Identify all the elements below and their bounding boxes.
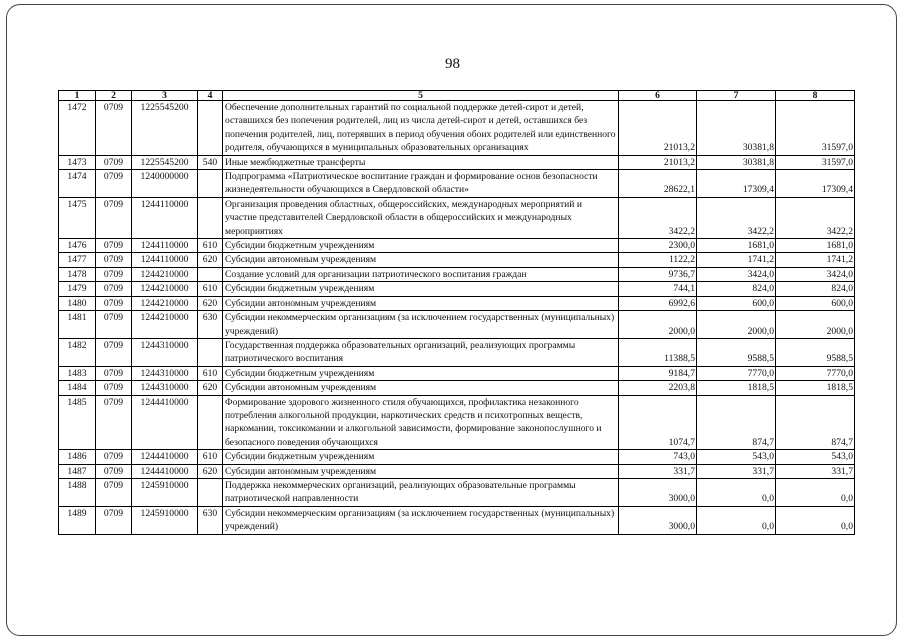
expense-type-cell: 620 [198, 296, 223, 310]
expense-type-cell: 630 [198, 311, 223, 339]
table-row [59, 239, 855, 253]
row-number-cell: 1489 [59, 506, 96, 534]
table-row [59, 311, 855, 339]
table-row [59, 170, 855, 198]
section-code-cell: 0709 [96, 253, 132, 267]
amount-cell: 0,0 [776, 478, 855, 506]
expense-type-cell: 620 [198, 253, 223, 267]
table-row [59, 197, 855, 238]
item-name-cell: Субсидии бюджетным учреждениям [223, 450, 619, 464]
amount-cell: 7770,0 [776, 366, 855, 380]
expense-type-cell [198, 101, 223, 156]
amount-cell: 28622,1 [619, 170, 697, 198]
target-article-cell: 1244210000 [132, 311, 198, 339]
section-code-cell: 0709 [96, 155, 132, 169]
section-code-cell: 0709 [96, 239, 132, 253]
target-article-cell: 1244210000 [132, 296, 198, 310]
item-name-cell: Организация проведения областных, общероссийских, международных мероприятий и участие представителей Свердловской области в общероссийских и международных мероприятиях [223, 197, 619, 238]
table-row [59, 366, 855, 380]
target-article-cell: 1244210000 [132, 282, 198, 296]
target-article-cell: 1244410000 [132, 464, 198, 478]
expense-type-cell: 620 [198, 464, 223, 478]
section-code-cell: 0709 [96, 296, 132, 310]
target-article-cell: 1244310000 [132, 366, 198, 380]
item-name-cell: Поддержка некоммерческих организаций, реализующих образовательные программы патриотической направленности [223, 478, 619, 506]
item-name-cell: Субсидии бюджетным учреждениям [223, 366, 619, 380]
amount-cell: 31597,0 [776, 155, 855, 169]
row-number-cell: 1479 [59, 282, 96, 296]
expense-type-cell [198, 197, 223, 238]
target-article-cell: 1244110000 [132, 239, 198, 253]
target-article-cell: 1245910000 [132, 478, 198, 506]
expense-type-cell: 610 [198, 366, 223, 380]
amount-cell: 1741,2 [776, 253, 855, 267]
item-name-cell: Субсидии некоммерческим организациям (за исключением государственных (муниципальных) учреждений) [223, 506, 619, 534]
column-header: 4 [198, 91, 223, 101]
section-code-cell: 0709 [96, 311, 132, 339]
table-row [59, 296, 855, 310]
target-article-cell: 1240000000 [132, 170, 198, 198]
amount-cell: 21013,2 [619, 101, 697, 156]
amount-cell: 543,0 [697, 450, 776, 464]
amount-cell: 1681,0 [776, 239, 855, 253]
table-row [59, 155, 855, 169]
amount-cell: 331,7 [619, 464, 697, 478]
item-name-cell: Обеспечение дополнительных гарантий по социальной поддержке детей-сирот и детей, оставшихся без попечения родителей, лиц из числа детей-сирот и детей, оставшихся без попечения родителей, лиц, потерявших в период обучения обоих родителей или единственного родителя, обучающихся в муниципальных образовательных организациях [223, 101, 619, 156]
table-row [59, 464, 855, 478]
amount-cell: 17309,4 [697, 170, 776, 198]
amount-cell: 3422,2 [776, 197, 855, 238]
amount-cell: 0,0 [776, 506, 855, 534]
row-number-cell: 1484 [59, 381, 96, 395]
table-row [59, 101, 855, 156]
column-header: 7 [697, 91, 776, 101]
amount-cell: 9588,5 [776, 338, 855, 366]
column-header: 1 [59, 91, 96, 101]
amount-cell: 0,0 [697, 478, 776, 506]
target-article-cell: 1244110000 [132, 197, 198, 238]
amount-cell: 21013,2 [619, 155, 697, 169]
item-name-cell: Создание условий для организации патриотического воспитания граждан [223, 267, 619, 281]
amount-cell: 2000,0 [697, 311, 776, 339]
amount-cell: 2000,0 [776, 311, 855, 339]
amount-cell: 744,1 [619, 282, 697, 296]
budget-table [58, 90, 855, 535]
amount-cell: 11388,5 [619, 338, 697, 366]
item-name-cell: Формирование здорового жизненного стиля обучающихся, профилактика незаконного потребления алкогольной продукции, наркотических средств и психотропных веществ, наркомании, токсикомании и алкогольной зависимости, формирование законопослушного и безопасного поведения обучающихся [223, 395, 619, 450]
expense-type-cell: 630 [198, 506, 223, 534]
table-row [59, 478, 855, 506]
row-number-cell: 1486 [59, 450, 96, 464]
page-number: 98 [445, 56, 460, 72]
amount-cell: 600,0 [776, 296, 855, 310]
amount-cell: 1074,7 [619, 395, 697, 450]
target-article-cell: 1245910000 [132, 506, 198, 534]
expense-type-cell [198, 395, 223, 450]
amount-cell: 30381,8 [697, 101, 776, 156]
amount-cell: 1818,5 [776, 381, 855, 395]
section-code-cell: 0709 [96, 170, 132, 198]
expense-type-cell [198, 338, 223, 366]
section-code-cell: 0709 [96, 366, 132, 380]
amount-cell: 743,0 [619, 450, 697, 464]
target-article-cell: 1244410000 [132, 450, 198, 464]
section-code-cell: 0709 [96, 197, 132, 238]
amount-cell: 3424,0 [697, 267, 776, 281]
amount-cell: 331,7 [697, 464, 776, 478]
row-number-cell: 1475 [59, 197, 96, 238]
section-code-cell: 0709 [96, 267, 132, 281]
section-code-cell: 0709 [96, 464, 132, 478]
expense-type-cell: 610 [198, 450, 223, 464]
amount-cell: 874,7 [697, 395, 776, 450]
table-row [59, 395, 855, 450]
section-code-cell: 0709 [96, 101, 132, 156]
amount-cell: 874,7 [776, 395, 855, 450]
amount-cell: 1122,2 [619, 253, 697, 267]
expense-type-cell [198, 267, 223, 281]
amount-cell: 30381,8 [697, 155, 776, 169]
row-number-cell: 1483 [59, 366, 96, 380]
row-number-cell: 1488 [59, 478, 96, 506]
table-row [59, 506, 855, 534]
item-name-cell: Подпрограмма «Патриотическое воспитание граждан и формирование основ безопасности жизнедеятельности обучающихся в Свердловской области» [223, 170, 619, 198]
table-row [59, 338, 855, 366]
item-name-cell: Субсидии бюджетным учреждениям [223, 239, 619, 253]
target-article-cell: 1225545200 [132, 101, 198, 156]
item-name-cell: Государственная поддержка образовательных организаций, реализующих программы патриотического воспитания [223, 338, 619, 366]
row-number-cell: 1480 [59, 296, 96, 310]
row-number-cell: 1472 [59, 101, 96, 156]
section-code-cell: 0709 [96, 506, 132, 534]
amount-cell: 2000,0 [619, 311, 697, 339]
table-row [59, 381, 855, 395]
table-row [59, 253, 855, 267]
row-number-cell: 1485 [59, 395, 96, 450]
expense-type-cell: 610 [198, 282, 223, 296]
section-code-cell: 0709 [96, 395, 132, 450]
row-number-cell: 1476 [59, 239, 96, 253]
section-code-cell: 0709 [96, 381, 132, 395]
row-number-cell: 1473 [59, 155, 96, 169]
amount-cell: 3000,0 [619, 506, 697, 534]
row-number-cell: 1487 [59, 464, 96, 478]
target-article-cell: 1244310000 [132, 381, 198, 395]
item-name-cell: Субсидии некоммерческим организациям (за исключением государственных (муниципальных) учреждений) [223, 311, 619, 339]
item-name-cell: Субсидии автономным учреждениям [223, 253, 619, 267]
item-name-cell: Иные межбюджетные трансферты [223, 155, 619, 169]
amount-cell: 3422,2 [619, 197, 697, 238]
target-article-cell: 1244110000 [132, 253, 198, 267]
amount-cell: 17309,4 [776, 170, 855, 198]
item-name-cell: Субсидии бюджетным учреждениям [223, 282, 619, 296]
amount-cell: 824,0 [697, 282, 776, 296]
amount-cell: 3000,0 [619, 478, 697, 506]
amount-cell: 9184,7 [619, 366, 697, 380]
column-header: 3 [132, 91, 198, 101]
amount-cell: 3422,2 [697, 197, 776, 238]
section-code-cell: 0709 [96, 450, 132, 464]
amount-cell: 31597,0 [776, 101, 855, 156]
column-header: 6 [619, 91, 697, 101]
target-article-cell: 1225545200 [132, 155, 198, 169]
amount-cell: 1681,0 [697, 239, 776, 253]
amount-cell: 1818,5 [697, 381, 776, 395]
row-number-cell: 1482 [59, 338, 96, 366]
amount-cell: 600,0 [697, 296, 776, 310]
amount-cell: 2300,0 [619, 239, 697, 253]
item-name-cell: Субсидии автономным учреждениям [223, 464, 619, 478]
column-header: 8 [776, 91, 855, 101]
column-header: 5 [223, 91, 619, 101]
table-row [59, 267, 855, 281]
amount-cell: 2203,8 [619, 381, 697, 395]
expense-type-cell: 540 [198, 155, 223, 169]
section-code-cell: 0709 [96, 478, 132, 506]
target-article-cell: 1244210000 [132, 267, 198, 281]
amount-cell: 331,7 [776, 464, 855, 478]
target-article-cell: 1244410000 [132, 395, 198, 450]
amount-cell: 7770,0 [697, 366, 776, 380]
amount-cell: 9588,5 [697, 338, 776, 366]
section-code-cell: 0709 [96, 282, 132, 296]
row-number-cell: 1481 [59, 311, 96, 339]
amount-cell: 824,0 [776, 282, 855, 296]
row-number-cell: 1477 [59, 253, 96, 267]
amount-cell: 0,0 [697, 506, 776, 534]
row-number-cell: 1474 [59, 170, 96, 198]
amount-cell: 543,0 [776, 450, 855, 464]
expense-type-cell [198, 170, 223, 198]
expense-type-cell: 610 [198, 239, 223, 253]
item-name-cell: Субсидии автономным учреждениям [223, 381, 619, 395]
expense-type-cell [198, 478, 223, 506]
table-row [59, 282, 855, 296]
row-number-cell: 1478 [59, 267, 96, 281]
table-row [59, 450, 855, 464]
amount-cell: 9736,7 [619, 267, 697, 281]
header-row [59, 91, 855, 101]
amount-cell: 6992,6 [619, 296, 697, 310]
amount-cell: 3424,0 [776, 267, 855, 281]
column-header: 2 [96, 91, 132, 101]
section-code-cell: 0709 [96, 338, 132, 366]
item-name-cell: Субсидии автономным учреждениям [223, 296, 619, 310]
expense-type-cell: 620 [198, 381, 223, 395]
amount-cell: 1741,2 [697, 253, 776, 267]
target-article-cell: 1244310000 [132, 338, 198, 366]
